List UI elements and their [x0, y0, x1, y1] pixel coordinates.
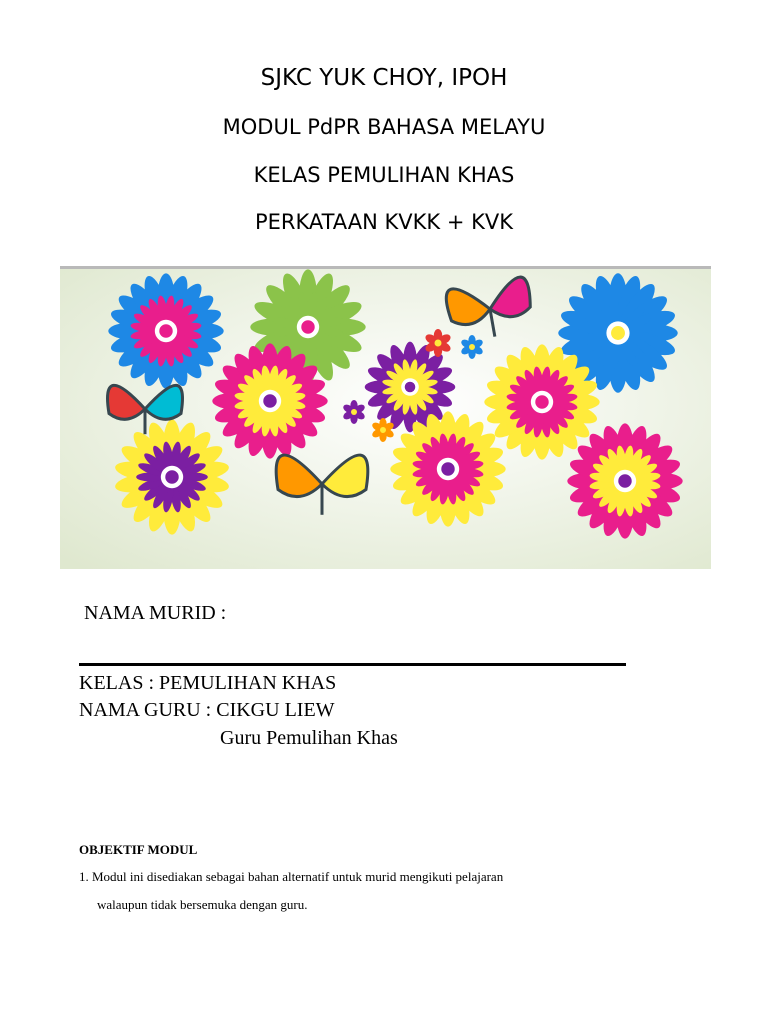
class-type-title: KELAS PEMULIHAN KHAS — [253, 163, 515, 187]
flower-purple-middle — [365, 342, 456, 433]
flower-illustration — [60, 269, 711, 569]
name-writing-line[interactable] — [79, 663, 626, 666]
teacher-line: NAMA GURU : CIKGU LIEW — [79, 699, 335, 721]
objective-line-2: walaupun tidak bersemuka dengan guru. — [97, 897, 308, 912]
module-title: MODUL PdPR BAHASA MELAYU — [222, 115, 546, 139]
school-title: SJKC YUK CHOY, IPOH — [260, 65, 508, 91]
flower-banner — [60, 266, 711, 569]
topic-title: PERKATAAN KVKK + KVK — [254, 210, 514, 234]
objective-heading: OBJEKTIF MODUL — [79, 842, 198, 857]
student-name-label: NAMA MURID : — [84, 602, 227, 624]
objective-line-1: 1. Modul ini disediakan sebagai bahan alternatif untuk murid mengikuti pelajaran — [79, 869, 504, 884]
teacher-title: Guru Pemulihan Khas — [220, 727, 398, 749]
class-line: KELAS : PEMULIHAN KHAS — [79, 672, 337, 694]
